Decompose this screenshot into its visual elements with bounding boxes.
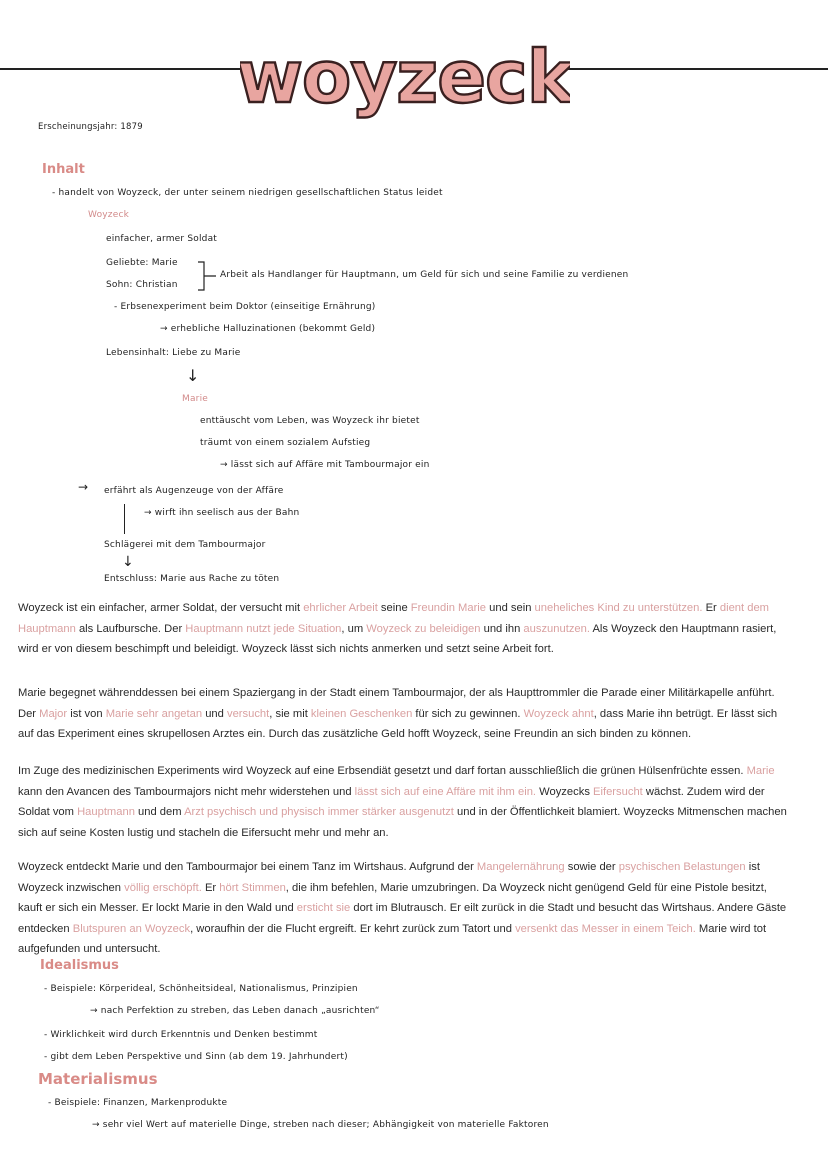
highlighted-text: Mangelernährung (476, 861, 565, 873)
paragraph-text: Als Woyzeck den Hauptmann rasiert, wird er von diesem beschimpft und beleidigt. Woyzeck lässt sich nichts anmerken und setzt seine Arbeit fort. (18, 622, 777, 655)
highlighted-text: Marie sehr angetan (105, 707, 203, 720)
paragraph-text: sowie der (564, 861, 619, 873)
paragraph-text: , die ihm befehlen, Marie umzubringen. Da Woyzeck nicht genügend Geld für eine Pistole besitzt, kauft er sich ein Messer. Er lockt Marie in den Wald und (18, 881, 767, 914)
paragraph-text: Marie wird tot aufgefunden und untersucht. (18, 922, 767, 955)
highlighted-text: lässt sich auf eine Affäre mit ihm ein. (354, 785, 537, 798)
summary-paragraph-3 (18, 761, 790, 843)
highlighted-text: Woyzeck zu beleidigen (366, 622, 481, 635)
highlighted-text: hört Stimmen (219, 881, 286, 894)
down-arrow-icon: ↓ (186, 366, 200, 385)
paragraph-text: seine (377, 602, 411, 614)
highlighted-text: dient dem Hauptmann (18, 602, 770, 635)
schlaegerei-line: Schlägerei mit dem Tambourmajor (104, 540, 266, 550)
highlighted-text: versenkt das Messer in einem Teich. (515, 922, 696, 935)
highlighted-text: völlig erschöpft. (124, 881, 202, 894)
materialismus-line-2: → sehr viel Wert auf materielle Dinge, streben nach dieser; Abhängigkeit von materielle Faktoren (92, 1120, 549, 1130)
paragraph-text: als Laufbursche. Der (75, 622, 186, 635)
publication-year: Erscheinungsjahr: 1879 (38, 122, 143, 132)
paragraph-text: ist von (67, 707, 106, 720)
inhalt-line: - handelt von Woyzeck, der unter seinem niedrigen gesellschaftlichen Status leidet (52, 188, 443, 198)
soldat-line: einfacher, armer Soldat (106, 234, 218, 244)
erbsen-line: - Erbsenexperiment beim Doktor (einseitige Ernährung) (114, 302, 376, 312)
idealismus-line-4: - gibt dem Leben Perspektive und Sinn (ab dem 19. Jahrhundert) (44, 1052, 348, 1062)
highlighted-text: Blutspuren an Woyzeck (72, 922, 191, 935)
page-title: woyzeck (240, 35, 570, 119)
paragraph-text: ist Woyzeck inzwischen (18, 861, 760, 894)
wirft-line: → wirft ihn seelisch aus der Bahn (144, 508, 300, 518)
marie-heading: Marie (182, 394, 209, 404)
entschluss-line: Entschluss: Marie aus Rache zu töten (104, 574, 280, 584)
highlighted-text: Arzt psychisch und physisch immer stärker ausgenutzt (184, 806, 454, 818)
paragraph-text: kann den Avancen des Tambourmajors nicht mehr widerstehen und (18, 785, 355, 798)
right-arrow-icon: → (78, 480, 89, 494)
summary-paragraph-4 (18, 857, 790, 960)
paragraph-text: Er (702, 602, 720, 614)
idealismus-line-2: → nach Perfektion zu streben, das Leben danach „ausrichten“ (90, 1006, 380, 1016)
down-arrow-icon: ↓ (122, 554, 134, 570)
paragraph-text: und ihn (480, 622, 524, 635)
geliebte-line: Geliebte: Marie (106, 258, 178, 268)
paragraph-text: Woyzeck entdeckt Marie und den Tambourmajor bei einem Tanz im Wirtshaus. Aufgrund der (18, 861, 477, 873)
paragraph-text: Im Zuge des medizinischen Experiments wird Woyzeck auf eine Erbsendiät gesetzt und darf fortan ausschließlich die grünen Hülsenfrüchte essen. (18, 765, 747, 777)
lebensinhalt-line: Lebensinhalt: Liebe zu Marie (106, 348, 241, 358)
paragraph-text: und sein (486, 602, 535, 614)
highlighted-text: uneheliches Kind zu unterstützen. (534, 602, 703, 614)
highlighted-text: psychischen Belastungen (618, 861, 746, 873)
paragraph-text: und dem (134, 806, 185, 818)
erfaehrt-line: erfährt als Augenzeuge von der Affäre (104, 486, 284, 496)
highlighted-text: Hauptmann (77, 806, 135, 818)
title-svg (240, 14, 570, 124)
paragraph-text: , dass Marie ihn betrügt. Er lässt sich auf das Experiment eines skrupellosen Arztes ein. Durch das zusätzliche Geld hofft Woyzeck, seine Freundin an sich binden zu können. (18, 707, 778, 740)
highlighted-text: Eifersucht (593, 785, 643, 798)
highlighted-text: auszunutzen. (523, 622, 590, 635)
paragraph-text: Woyzeck ist ein einfacher, armer Soldat, der versucht mit (18, 602, 304, 614)
paragraph-text: wächst. Zudem wird der Soldat vom (18, 785, 765, 818)
paragraph-text: für sich zu gewinnen. (412, 707, 524, 720)
highlighted-text: ersticht sie (296, 902, 351, 914)
materialismus-line-1: - Beispiele: Finanzen, Markenprodukte (48, 1098, 228, 1108)
paragraph-text: dort im Blutrausch. Er eilt zurück in die Stadt und besucht das Wirtshaus. Andere Gäste entdecken (18, 902, 787, 935)
paragraph-text: Er (201, 881, 220, 894)
marie-line-1: enttäuscht vom Leben, was Woyzeck ihr bietet (200, 416, 420, 426)
highlighted-text: Woyzeck ahnt (523, 707, 594, 720)
bracket-mark (196, 260, 220, 294)
highlighted-text: Major (39, 707, 68, 720)
summary-paragraph-2 (18, 683, 790, 745)
idealismus-heading: Idealismus (40, 958, 119, 973)
paragraph-text: und in der Öffentlichkeit blamiert. Woyzecks Mitmenschen machen sich auf seine Kosten lustig und stacheln die Eifersucht mehr und mehr an. (18, 806, 787, 839)
highlighted-text: Freundin Marie (410, 602, 487, 614)
sohn-line: Sohn: Christian (106, 280, 178, 290)
woyzeck-subheading: Woyzeck (88, 210, 130, 220)
highlighted-text: versucht (226, 707, 270, 720)
paragraph-text: Woyzecks (536, 785, 594, 798)
paragraph-text: , sie mit (269, 707, 311, 720)
idealismus-line-1: - Beispiele: Körperideal, Schönheitsideal, Nationalismus, Prinzipien (44, 984, 358, 994)
highlighted-text: ehrlicher Arbeit (303, 602, 378, 614)
arbeit-line: Arbeit als Handlanger für Hauptmann, um Geld für sich und seine Familie zu verdienen (220, 270, 629, 280)
down-line (124, 504, 125, 534)
summary-paragraph-1 (18, 598, 790, 660)
paragraph-text: Marie begegnet währenddessen bei einem Spaziergang in der Stadt einem Tambourmajor, der als Haupttrommler die Parade einer Militärkapelle anführt. Der (18, 687, 775, 720)
idealismus-line-3: - Wirklichkeit wird durch Erkenntnis und Denken bestimmt (44, 1030, 318, 1040)
marie-line-2: träumt von einem sozialem Aufstieg (200, 438, 371, 448)
highlighted-text: Marie (746, 765, 775, 777)
marie-line-3: → lässt sich auf Affäre mit Tambourmajor ein (220, 460, 430, 470)
highlighted-text: Hauptmann nutzt jede Situation (185, 622, 342, 635)
paragraph-text: und (202, 707, 227, 720)
materialismus-heading: Materialismus (38, 1070, 158, 1088)
inhalt-heading: Inhalt (42, 162, 85, 177)
paragraph-text: , woraufhin der die Flucht ergreift. Er kehrt zurück zum Tatort und (190, 922, 516, 935)
title-banner (240, 14, 570, 124)
paragraph-text: , um (341, 622, 367, 635)
halluz-line: → erhebliche Halluzinationen (bekommt Geld) (160, 324, 376, 334)
highlighted-text: kleinen Geschenken (310, 707, 413, 720)
